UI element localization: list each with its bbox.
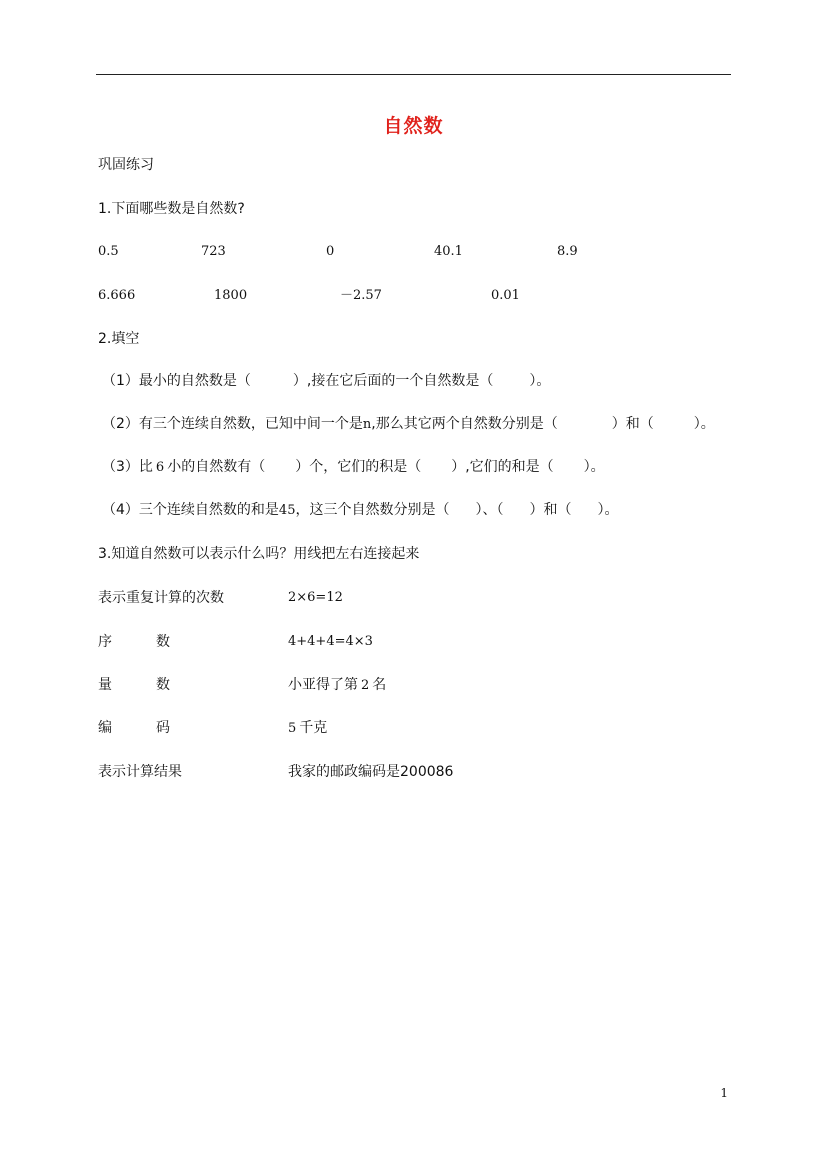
item-text: ）。 (693, 416, 715, 432)
match-left-item[interactable]: 表示重复计算的次数 (98, 590, 224, 606)
item-text: ）和（ (529, 502, 572, 518)
item-text: ）,它们的和是（ (451, 459, 554, 475)
item-text: （3）比 (102, 459, 153, 475)
number-option: －2.57 (340, 288, 382, 303)
number-option: 8.9 (557, 244, 578, 259)
number-option: 40.1 (434, 244, 463, 259)
page-title: 自然数 (383, 115, 444, 137)
match-right-item[interactable]: 2×6=12 (288, 590, 343, 605)
match-right-item[interactable]: 我家的邮政编码是200086 (288, 764, 454, 780)
item-text: （1）最小的自然数是（ (102, 373, 251, 389)
item-text: ,那么其它两个自然数分别是（ (371, 416, 558, 432)
number-45: 45 (278, 503, 296, 518)
fill-blank-item-1 (102, 371, 550, 391)
question-3-prompt: 3.知道自然数可以表示什么吗？用线把左右连接起来 (98, 546, 420, 562)
fill-blank-item-2 (102, 414, 715, 435)
match-right-item[interactable]: 4+4+4=4×3 (288, 634, 373, 649)
variable-n: n (362, 417, 372, 432)
number-option: 6.666 (98, 288, 136, 303)
item-text: ）。 (529, 373, 551, 389)
item-text: ）个，它们的积是（ (295, 459, 422, 475)
item-text: （4）三个连续自然数的和是 (102, 502, 279, 518)
match-left-item[interactable]: 量 数 (98, 677, 170, 693)
match-right-item[interactable]: 5 千克 (288, 720, 328, 736)
item-text: ）、（ (475, 502, 504, 518)
fill-blank-item-3 (102, 457, 605, 478)
number-option: 0.5 (98, 244, 119, 259)
question-2-prompt: 2.填空 (98, 331, 140, 347)
number-option: 0.01 (491, 288, 520, 303)
item-text: ）。 (583, 459, 605, 475)
header-rule (96, 74, 731, 75)
number-option: 1800 (214, 288, 248, 303)
page-number: 1 (720, 1086, 728, 1100)
number-six: 6 (155, 460, 165, 475)
item-text: ）。 (597, 502, 619, 518)
match-left-item[interactable]: 表示计算结果 (98, 764, 182, 780)
match-left-item[interactable]: 序 数 (98, 634, 170, 650)
item-text: 小的自然数有（ (167, 459, 266, 475)
item-text: ，这三个自然数分别是（ (295, 502, 450, 518)
question-1-prompt: 1.下面哪些数是自然数? (98, 201, 245, 217)
number-option: 0 (326, 244, 335, 259)
section-heading: 巩固练习 (98, 157, 154, 173)
item-text: ）和（ (611, 416, 654, 432)
match-left-item[interactable]: 编 码 (98, 720, 170, 736)
match-right-item[interactable]: 小亚得了第 2 名 (288, 677, 387, 693)
number-option: 723 (201, 244, 226, 259)
fill-blank-item-4 (102, 500, 618, 521)
item-text: （2）有三个连续自然数，已知中间一个是 (102, 416, 363, 432)
item-text: ）,接在它后面的一个自然数是（ (292, 373, 494, 389)
